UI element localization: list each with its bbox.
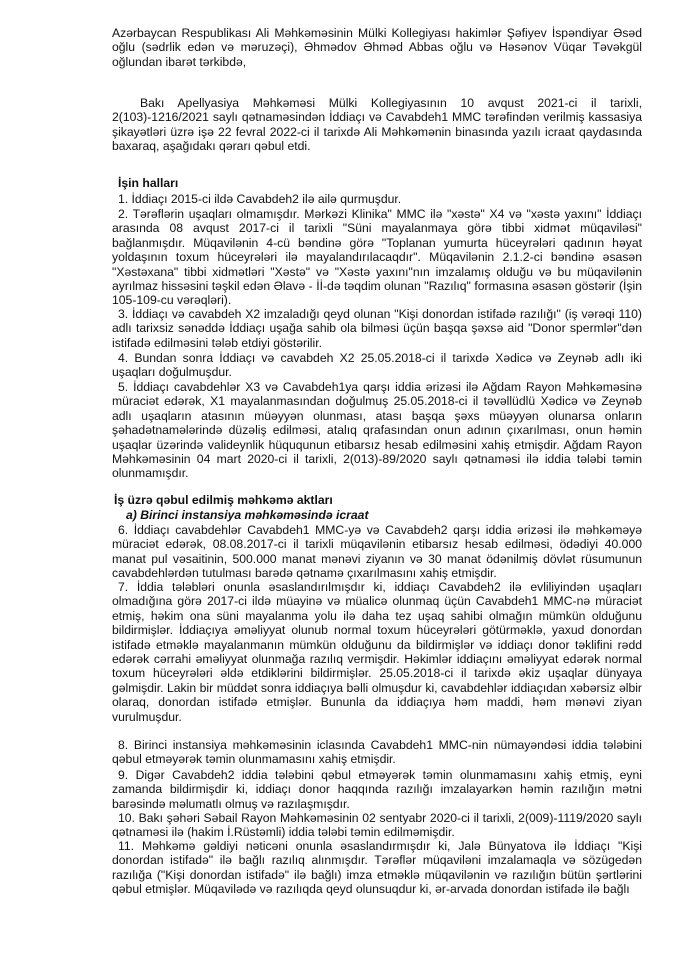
paragraph-2: 2. Tərəflərin uşaqları olmamışdır. Mərkəzi Klinika" MMC ilə "xəstə" X4 və "xəstə yaxını" İddiaçı arasında 08 avqust 2017-ci il tarixli "Süni mayalanmaya görə tibbi xidmət müqaviləsi" bağlanmışdır. Müqavilənin 4-cü bəndinə görə "Toplanan yumurta hüceyrələri qadının həyat yoldaşının toxum hüceyrələri ilə mayalandırılacaqdır". Müqavilənin 2.1.2-ci bəndinə əsasən "Xəstəxana" tibbi xidmətləri "Xəstə" və "Xəstə yaxını"nın imzalamış olduğu və bu müqavilənin ayrılmaz hissəsini təşkil edən Əlavə - İİ-də təqdim olunan "Razılıq" formasına əsasən göstərir (İşin 105-109-cu vərəqləri). — [112, 207, 642, 308]
paragraph-10: 10. Bakı şəhəri Səbail Rayon Məhkəməsinin 02 sentyabr 2020-ci il tarixli, 2(009)-1119/2020 saylı qətnaməsi ilə (hakim İ.Rüstəmli) iddia tələbi təmin edilməmişdir. — [112, 811, 642, 840]
section-subtitle-first-instance: a) Birinci instansiya məhkəməsində icraat — [126, 508, 369, 522]
paragraph-5: 5. İddiaçı cavabdehlər X3 və Cavabdeh1ya qarşı iddia ərizəsi ilə Ağdam Rayon Məhkəməsinə müraciət edərək, X1 mayalanmasından doğulmuş 25.05.2018-ci il təvəllüdlü Xədicə və Zeynəb adlı uşaqların atasının müəyyən olunması, atası başqa şəxs müəyyən olunarsa onların şəhadətnamələrində düzəliş edilməsi, atalıq qrafasından onun adının çıxarılması, onun həmin uşaqlar üzərində valideynlik hüququnun etibarsız hesab edilməsini xahiş etmişdir. Ağdam Rayon Məhkəməsinin 04 mart 2020-ci il tarixli, 2(013)-89/2020 saylı qətnaməsi ilə iddia tələbi təmin olunmamışdır. — [112, 380, 642, 481]
paragraph-4: 4. Bundan sonra İddiaçı və cavabdeh X2 25.05.2018-ci il tarixdə Xədicə və Zeynəb adlı iki uşaqları doğulmuşdur. — [112, 351, 642, 380]
paragraph-9: 9. Digər Cavabdeh2 iddia tələbini qəbul etməyərək təmin olunmamasını xahiş etmiş, eyni zamanda bildirmişdir ki, iddiaçı donor haqqında razılığı imzalayarkən həmin razılığın mətni barəsində məlumatlı olmuş və razılaşmışdır. — [112, 768, 642, 811]
paragraph-8: 8. Birinci instansiya məhkəməsinin iclasında Cavabdeh1 MMC-nin nümayəndəsi iddia tələbini qəbul etməyərək təmin olunmamasını xahiş etmişdir. — [112, 738, 642, 767]
paragraph-11: 11. Məhkəmə gəldiyi nəticəni onunla əsaslandırmışdır ki, Jalə Bünyatova ilə İddiaçı "Kişi donordan istifadə" ilə bağlı razılıq alınmışdır. Tərəflər müqaviləni imzalamaqla və sözügedən razılığa ("Kişi donordan istifadə" ilə bağlı) imza etməklə müqavilənin və razılığın bütün şərtlərini qəbul etmişlər. Müqavilədə və razılıqda qeyd olunsuqdur ki, ər-arvada donordan istifadə ilə bağlı — [112, 839, 642, 897]
section-title-court-acts: İş üzrə qəbul edilmiş məhkəmə aktları — [114, 493, 333, 507]
intro-paragraph: Azərbaycan Respublikası Ali Məhkəməsinin Mülki Kollegiyası hakimlər Şəfiyev İspəndiyar Əsəd oğlu (sədrlik edən və məruzəçi), Əhmədov Əhməd Abbas oğlu və Həsənov Vüqar Təvəkgül oğlundan ibarət tərkibdə, — [112, 26, 642, 69]
paragraph-1: 1. İddiaçı 2015-ci ildə Cavabdeh2 ilə ailə qurmuşdur. — [118, 192, 402, 206]
paragraph-7: 7. İddia tələbləri onunla əsaslandırılmışdır ki, iddiaçı Cavabdeh2 ilə evliliyindən uşaqları olmadığına görə 2017-ci ildə müayinə və müalicə olunmaq üçün Cavabdeh1 MMC-nə müraciət etmiş, həkim ona süni mayalanma yolu ilə daha tez uşaq sahibi olmağın mümkün olduğunu bildirmişlər. İddiaçıya əməliyyat olunub normal toxum hüceyrələri götürməklə, yaxud donordan istifadə etməklə mayalanmanın mümkün olduğunu da bildirmişlər və iddiaçı donor təklifini rədd edərək cərrahi əməliyyat olunmağa razılıq vermişdir. Həkimlər iddiaçını əməliyyat edərək normal toxum hüceyrələri əldə etdiklərini bildirmişlər. 25.05.2018-ci il tarixdə əkiz uşaqlar dünyaya gəlmişdir. Lakin bir müddət sonra iddiaçıya bəlli olmuşdur ki, cavabdehlər iddiaçıdan xəbərsiz əlbir olaraq, donordan istifadə etmişlər. Bununla da iddiaçıya həm maddi, həm mənəvi ziyan vurulmuşdur. — [112, 580, 642, 724]
paragraph-3: 3. İddiaçı və cavabdeh X2 imzaladığı qeyd olunan "Kişi donordan istifadə razılığı" (iş vərəqi 110) adlı tarixsiz sənəddə İddiaçı uşağa sahib ola bilməsi üçün başqa şəxsə aid "Donor spermlər"dən istifadə edilməsini tələb etdiyi göstərilir. — [112, 307, 642, 350]
section-title-facts: İşin halları — [118, 176, 179, 190]
preamble-paragraph: Bakı Apellyasiya Məhkəməsi Mülki Kollegiyasının 10 avqust 2021-ci il tarixli, 2(103)-1216/2021 saylı qətnaməsindən İddiaçı və Cavabdeh1 MMC tərəfindən verilmiş kassasiya şikayətləri üzrə işə 22 fevral 2022-ci il tarixdə Ali Məhkəmənin binasında yazılı icraat qaydasında baxaraq, aşağıdakı qərarı qəbul etdi. — [112, 96, 642, 154]
paragraph-6: 6. İddiaçı cavabdehlər Cavabdeh1 MMC-yə və Cavabdeh2 qarşı iddia ərizəsi ilə məhkəməyə müraciət edərək, 08.08.2017-ci il tarixli müqavilənin etibarsız hesab edilməsi, ödədiyi 40.000 manat pul vəsaitinin, 500.000 manat mənəvi ziyanın və 30 manat ödənilmiş dövlət rüsumunun cavabdehlərdən tutulması barədə qətnamə çıxarılmasını xahiş etmişdir. — [112, 523, 642, 581]
